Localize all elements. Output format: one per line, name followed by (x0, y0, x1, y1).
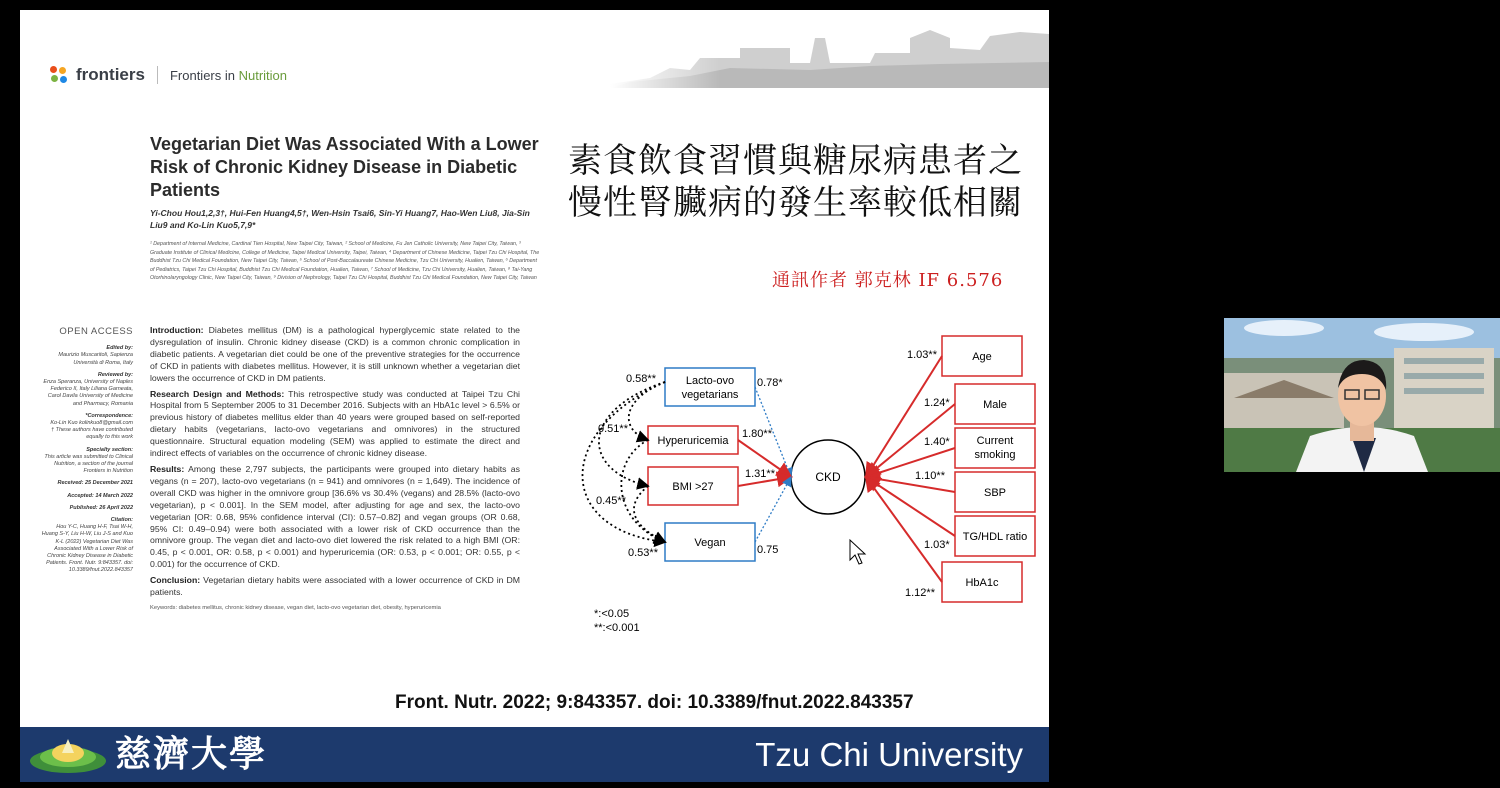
sem-node-label: Lacto-ovo (685, 375, 735, 387)
journal-name (170, 68, 287, 83)
sem-node-label: Hyperuricemia (657, 435, 729, 447)
ckd-label: CKD (815, 470, 841, 484)
open-access-label: OPEN ACCESS (59, 326, 133, 337)
tzu-chi-lotus-emblem (26, 731, 111, 777)
sem-node-label: Age (972, 351, 992, 363)
frontiers-logo (50, 65, 287, 85)
sem-node-label: Current (976, 435, 1014, 447)
slide-citation: Front. Nutr. 2022; 9:843357. doi: 10.3389/fnut.2022.843357 (395, 692, 914, 713)
covariance-coefficient: 0.51** (598, 423, 628, 435)
abstract-label: Research Design and Methods: (150, 388, 285, 399)
abstract-text: Diabetes mellitus (DM) is a pathological hyperglycemic state related to the dysregulation of insulin. Chronic kidney disease (CKD) is a common chronic complication in diabetic patients. A vegetarian diet could be one of the preventive strategies for the occurrence of CKD in patients with diabetes mellitus. However, it is still unknown whether a vegetarian diet lowers the occurrence of CKD in DM patients. (150, 325, 520, 383)
paper-keywords: Keywords: diabetes mellitus, chronic kidney disease, vegan diet, lacto-ovo vegetarian diet, obesity, hyperuricemia (150, 604, 441, 611)
sem-path-coefficient: 1.24* (924, 397, 950, 409)
sidebar-heading: Received: 25 December 2021 (57, 480, 133, 487)
sem-path-coefficient: 0.75 (757, 544, 779, 556)
abstract-label: Conclusion: (150, 575, 201, 586)
abstract-section (150, 575, 520, 599)
sidebar-heading: Edited by: (106, 345, 133, 352)
abstract-label: Introduction: (150, 325, 204, 335)
sem-node-label: SBP (983, 487, 1007, 499)
paper-abstract (150, 325, 520, 619)
mouse-cursor-icon (850, 540, 865, 564)
sidebar-heading: Specialty section: (86, 446, 133, 453)
abstract-section (150, 389, 520, 460)
logo-divider (157, 66, 158, 84)
sem-node-label: BMI >27 (672, 481, 714, 493)
sidebar-heading: *Correspondence: (85, 412, 133, 419)
sidebar-heading: Citation: (110, 517, 133, 524)
sem-covariate-node (955, 428, 1035, 468)
sem-path-coefficient: 1.03* (924, 539, 950, 551)
journal-subject: Nutrition (238, 67, 288, 83)
campus-skyline-image (610, 18, 1049, 88)
journal-prefix: Frontiers in (169, 67, 239, 83)
sem-path-coefficient: 1.80** (742, 428, 772, 440)
sidebar-text: † These authors have contributed equally to this work (51, 427, 133, 441)
abstract-section (150, 464, 520, 571)
slide-title-line-2: 慢性腎臟病的發生率較低相關 (568, 183, 1023, 223)
university-name-zh: 慈濟大學 (115, 733, 268, 775)
slide-title-zh (568, 140, 1023, 224)
sem-path-coefficient: 1.10** (915, 470, 945, 482)
paper-authors: Yi-Chou Hou1,2,3†, Hui-Fen Huang4,5†, Wen-Hsin Tsai6, Sin-Yi Huang7, Hao-Wen Liu8, Jia-Sin Liu9 and Ko-Lin Kuo5,7,9* (150, 208, 530, 230)
sidebar-text: Maurizio Muscaritoli, Sapienza Università di Roma, Italy (58, 352, 133, 366)
abstract-text: Vegetarian dietary habits were associated with a lower occurrence of CKD in DM patients. (150, 575, 520, 598)
sem-node-label: HbA1c (965, 577, 999, 589)
presenter-video-frame (1224, 318, 1500, 472)
abstract-text: This retrospective study was conducted at Taipei Tzu Chi Hospital from 5 September 2005 to 31 December 2016. Subjects with an HbA1c level > 6.5% or previous history of diabetes mellitus elder than 40 years were grouped based on self-reported dietary habits (vegetarians, lacto-ovo vegetarians and omnivores) in the structured questionnaire. Structural equation modeling (SEM) was applied to estimate the direct and indirect effects of variables on the occurrence of chronic kidney disease. (150, 388, 520, 459)
abstract-text: Among these 2,797 subjects, the participants were grouped into dietary habits as vegans (n = 207), lacto-ovo vegetarians (n = 941) and omnivores (n = 1,649). The incidence of overall CKD was higher in the omnivore group [36.6% vs 30.4% (vegans) and 28.5% (lacto-ovo vegetarian), p < 0.001]. In the SEM model, after adjusting for age and sex, the lacto-ovo vegetarian [OR: 0.68, 95% confidence interval (CI): 0.57–0.82] and vegan groups (OR 0.68, 95% CI: 0.49–0.94) were both associated with a lower risk of CKD occurrence than the omnivore group. The vegan diet and lacto-ovo diet lowered the risk related to a high BMI (OR: 0.45, p < 0.001, OR: 0.58, p < 0.001) and hyperuricemia (OR: 0.53, p < 0.001; OR: 0.55, p < 0.001) for the occurrence of CKD. (150, 463, 520, 570)
sidebar-heading: Published: 26 April 2022 (69, 504, 133, 511)
university-footer (20, 727, 1049, 782)
sem-path-coefficient: 1.31** (745, 468, 775, 480)
covariance-arc (583, 382, 666, 542)
sem-node-label: smoking (974, 449, 1016, 461)
paper-title: Vegetarian Diet Was Associated With a Lower Risk of Chronic Kidney Disease in Diabetic Patients (150, 134, 539, 200)
sem-node-label: vegetarians (681, 389, 739, 401)
sem-path-coefficient: 1.40* (924, 436, 950, 448)
abstract-section (150, 325, 520, 385)
university-name-en: Tzu Chi University (755, 736, 1023, 773)
sidebar-text: This article was submitted to Clinical Nutrition, a section of the journal Frontiers in Nutrition (44, 453, 133, 475)
sem-path-diagram (560, 320, 1049, 640)
sem-path-coefficient: 0.78* (757, 377, 783, 389)
sem-path-arrow (866, 477, 942, 582)
sem-path-arrow (755, 477, 791, 542)
abstract-label: Results: (150, 463, 185, 474)
significance-legend: *:<0.05 (594, 608, 630, 620)
paper-affiliations: ¹ Department of Internal Medicine, Cardinal Tien Hospital, New Taipei City, Taiwan, ² School of Medicine, Fu Jen Catholic University, New Taipei City, Taiwan, ³ Graduate Institute of Clinical Medicine, College of Medicine, Taipei Medical University, Taipei, Taiwan, ⁴ Department of Chinese Medicine, Taipei Tzu Chi Hospital, The Buddhist Tzu Chi Medical Foundation, New Taipei City, Taiwan, ⁵ School of Post-Baccalaureate Chinese Medicine, Tzu Chi University, Hualien, Taiwan, ⁶ Department of Pediatrics, Taipei Tzu Chi Hospital, Buddhist Tzu Chi Medical Foundation, Hualien, Taiwan, ⁷ School of Medicine, Tzu Chi University, Hualien, Taiwan, ⁸ Tai-Yang Otorhinolaryngology Clinic, New Taipei City, Taiwan, ⁹ Division of Nephrology, Taipei Tzu Chi Hospital, Buddhist Tzu Chi Medical Foundation, New Taipei City, Taiwan (150, 241, 540, 282)
presentation-slide (20, 10, 1049, 782)
sem-node-label: Male (983, 399, 1007, 411)
sem-path-arrow (866, 356, 942, 477)
presenter-webcam-video (1224, 318, 1500, 472)
sem-path-arrow (866, 477, 955, 536)
frontiers-dots-icon (50, 66, 68, 84)
significance-legend: **:<0.001 (594, 622, 640, 634)
covariance-coefficient: 0.45** (596, 495, 626, 507)
covariance-coefficient: 0.53** (628, 547, 658, 559)
covariance-coefficient: 0.58** (626, 373, 656, 385)
sem-node-label: Vegan (694, 537, 726, 549)
slide-title-line-1: 素食飲食習慣與糖尿病患者之 (568, 141, 1023, 181)
sem-node-label: TG/HDL ratio (962, 531, 1028, 543)
paper-sidebar (40, 328, 133, 575)
sem-path-coefficient: 1.03** (907, 349, 937, 361)
sidebar-text: Hou Y-C, Huang H-F, Tsai W-H, Huang S-Y, Liu H-W, Liu J-S and Kuo K-L (2022) Vegetarian Diet Was Associated With a Lower Risk of Chronic Kidney Disease in Diabetic Patients. Front. Nutr. 9:843357. doi: 10.3389/fnut.2022.843357 (41, 524, 133, 574)
sidebar-text: Ko-Lin Kuo kolinkuo8@gmail.com (50, 420, 133, 427)
sidebar-heading: Reviewed by: (97, 371, 133, 378)
sidebar-text: Enza Speranza, University of Naples Federico II, Italy Liliana Garneata, Carol Davila University of Medicine and Pharmacy, Romania (43, 379, 133, 407)
sem-path-coefficient: 1.12** (905, 587, 935, 599)
corresponding-author: 通訊作者 郭克林 IF 6.576 (772, 270, 1004, 291)
brand-name: frontiers (76, 65, 145, 84)
sidebar-heading: Accepted: 14 March 2022 (67, 492, 133, 499)
